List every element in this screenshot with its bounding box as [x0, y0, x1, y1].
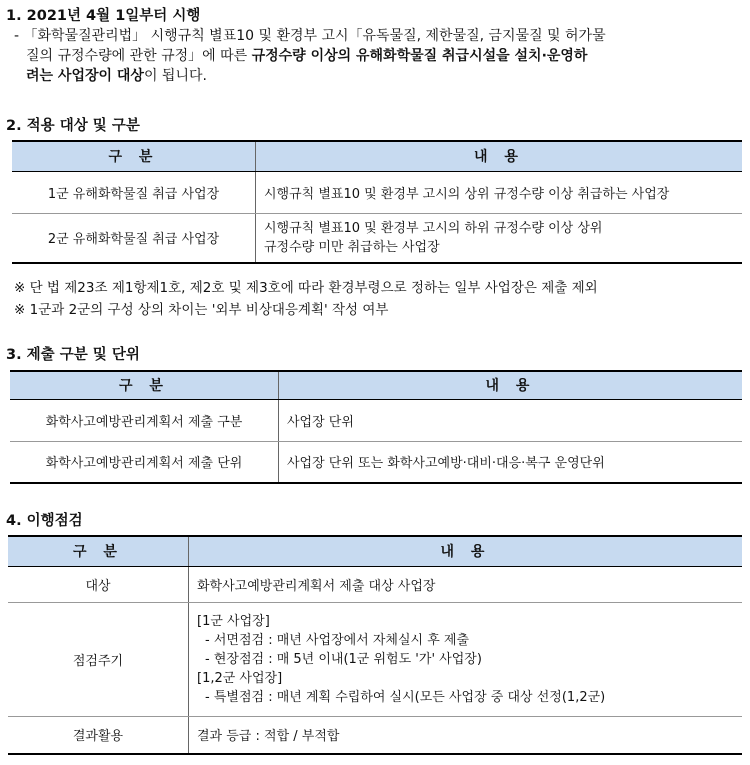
table-row [10, 441, 742, 483]
section-2-heading: 2. 적용 대상 및 구분 [6, 118, 140, 134]
section-1-line-3-bold: 려는 사업장이 대상 [26, 68, 144, 84]
section-3-row-2-content: 사업장 단위 또는 화학사고예방·대비·대응·복구 운영단위 [279, 441, 743, 483]
section-4-row-3-category: 결과활용 [8, 716, 189, 754]
section-3-heading: 3. 제출 구분 및 단위 [6, 347, 140, 363]
section-4-table [8, 535, 742, 755]
section-4-row-2-category: 점검주기 [8, 602, 189, 716]
section-4-row-2-line-5: - 특별점검 : 매년 계획 수립하여 실시(모든 사업장 중 대상 선정(1,2군) [205, 689, 606, 705]
section-2-row-2-line-1: 시행규칙 별표10 및 환경부 고시의 하위 규정수량 이상 상위 [264, 220, 603, 236]
section-4-row-3-content: 결과 등급 : 적합 / 부적합 [189, 716, 743, 754]
section-1-line-2-text: 질의 규정수량에 관한 규정」에 따른 [26, 48, 252, 64]
section-2-header-row [12, 141, 742, 171]
section-3-table [10, 370, 742, 484]
section-2-row-2-line-2: 규정수량 미만 취급하는 사업장 [264, 239, 440, 255]
section-1-line-2 [14, 46, 748, 66]
section-4-row-2-line-4: [1,2군 사업장] [197, 670, 283, 686]
section-1-line-1: - 「화학물질관리법」 시행규칙 별표10 및 환경부 고시「유독물질, 제한물질, 금지물질 및 허가물 [14, 28, 606, 44]
table-row [12, 213, 742, 263]
section-2-row-2-category: 2군 유해화학물질 취급 사업장 [12, 213, 256, 263]
section-4-row-2-line-1: [1군 사업장] [197, 613, 270, 629]
section-4-header-row [8, 536, 742, 566]
section-2-table [12, 140, 742, 264]
table-row [8, 602, 742, 716]
section-2-col-category: 구 분 [12, 141, 256, 171]
section-1-line-3-text: 이 됩니다. [143, 68, 207, 84]
section-4-row-2-line-3: - 현장점검 : 매 5년 이내(1군 위험도 '가' 사업장) [205, 651, 482, 667]
section-1-heading: 1. 2021년 4월 1일부터 시행 [6, 8, 201, 24]
section-4-col-category: 구 분 [8, 536, 189, 566]
section-3-row-2-category: 화학사고예방관리계획서 제출 단위 [10, 441, 279, 483]
section-2-note-2: ※ 1군과 2군의 구성 상의 차이는 '외부 비상대응계획' 작성 여부 [14, 302, 389, 318]
section-2-row-1-category: 1군 유해화학물질 취급 사업장 [12, 171, 256, 213]
table-row [8, 716, 742, 754]
section-2-row-1-content: 시행규칙 별표10 및 환경부 고시의 상위 규정수량 이상 취급하는 사업장 [256, 171, 743, 213]
table-row [8, 566, 742, 602]
section-1-line-2-bold: 규정수량 이상의 유해화학물질 취급시설을 설치·운영하 [251, 48, 588, 64]
section-3-col-category: 구 분 [10, 371, 279, 399]
section-2-row-2-content [256, 213, 743, 263]
section-4-col-content: 내 용 [189, 536, 743, 566]
section-4-row-1-content: 화학사고예방관리계획서 제출 대상 사업장 [189, 566, 743, 602]
section-1-body [14, 26, 748, 86]
section-3-row-1-content: 사업장 단위 [279, 399, 743, 441]
section-3-col-content: 내 용 [279, 371, 743, 399]
section-4-row-2-line-2: - 서면점검 : 매년 사업장에서 자체실시 후 제출 [205, 632, 470, 648]
table-row [10, 399, 742, 441]
table-row [12, 171, 742, 213]
section-4-heading: 4. 이행점검 [6, 513, 83, 529]
section-1-line-3 [14, 66, 748, 86]
section-4-row-2-content [189, 602, 743, 716]
section-4-row-1-category: 대상 [8, 566, 189, 602]
section-2-note-1: ※ 단 법 제23조 제1항제1호, 제2호 및 제3호에 따라 환경부령으로 정하는 일부 사업장은 제출 제외 [14, 280, 598, 296]
section-2-col-content: 내 용 [256, 141, 743, 171]
section-3-row-1-category: 화학사고예방관리계획서 제출 구분 [10, 399, 279, 441]
section-3-header-row [10, 371, 742, 399]
